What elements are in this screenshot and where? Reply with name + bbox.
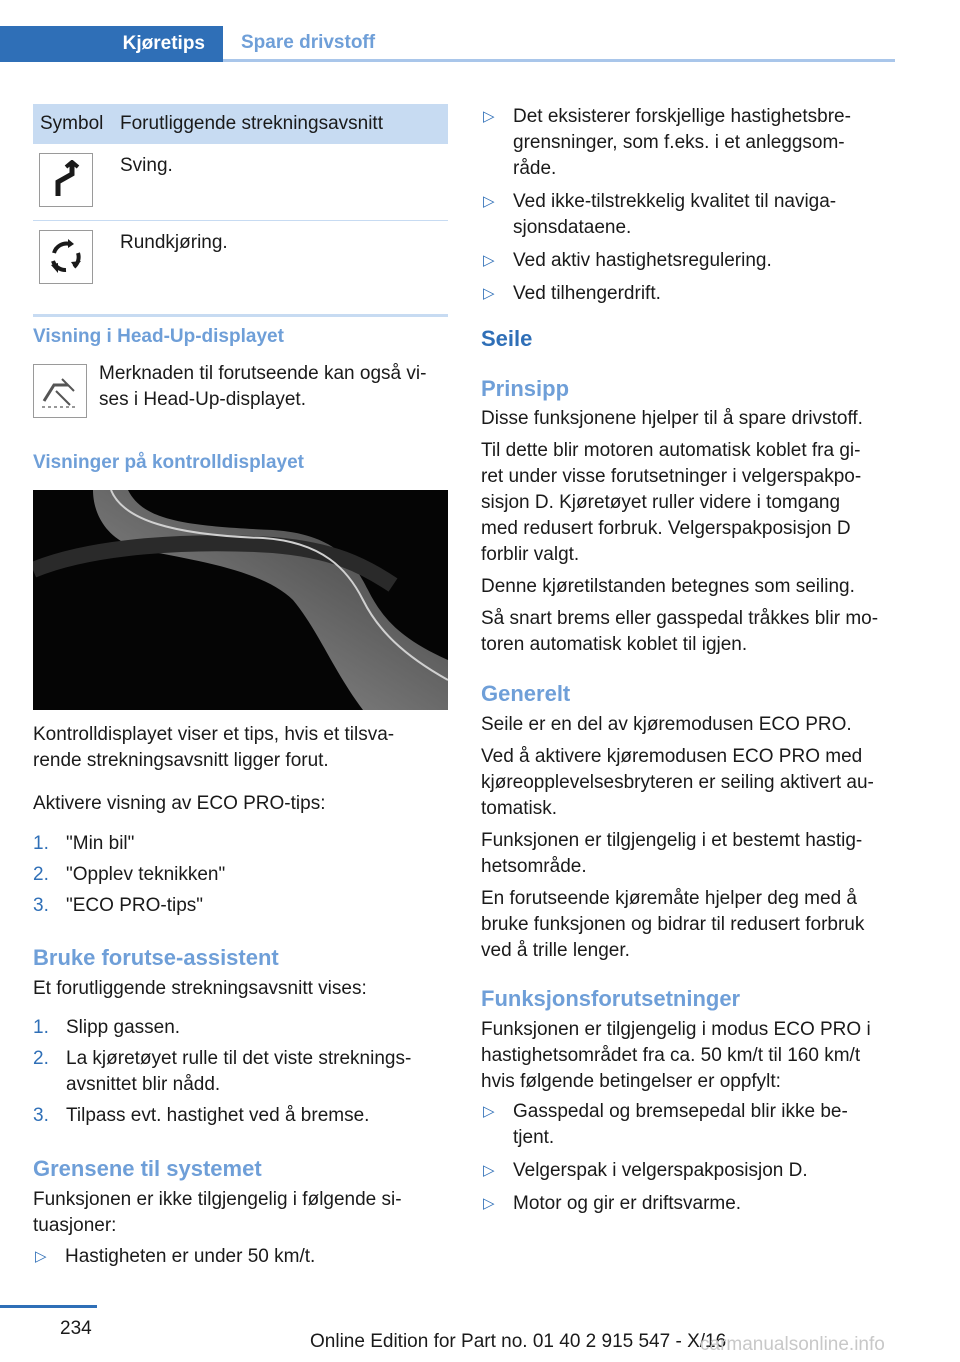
symbol-table	[33, 104, 448, 317]
requirements-heading: Funksjonsforutsetninger	[481, 986, 741, 1011]
col-symbol-header: Symbol	[40, 113, 104, 134]
seile-title: Seile	[481, 326, 533, 351]
limits-list-left	[33, 1244, 448, 1270]
table-row	[33, 144, 448, 221]
table-bottom-rule	[33, 314, 448, 317]
footer-rule	[0, 1305, 97, 1308]
road-preview-image	[33, 490, 448, 710]
list-item: ▷ Det eksisterer forskjellige hastighetsbre- grensninger, som f.eks. i et anleggsom- råde.	[483, 106, 851, 179]
limits-list-right	[481, 104, 896, 307]
list-item: ▷ Gasspedal og bremsepedal blir ikke be- tjent.	[483, 1101, 848, 1148]
section-tab-active: Kjøretips	[0, 26, 223, 62]
row-label: Rundkjøring.	[120, 232, 228, 253]
requirements-list	[481, 1099, 896, 1217]
edition-note: Online Edition for Part no. 01 40 2 915 547 - X/16	[310, 1331, 727, 1352]
watermark: carmanualsonline.info	[700, 1334, 885, 1355]
row-label: Sving.	[120, 155, 173, 176]
general-heading: Generelt	[481, 681, 571, 706]
col-description-header: Forutliggende strekningsavsnitt	[120, 113, 383, 134]
assistant-intro: Et forutliggende strekningsavsnitt vises:	[33, 978, 367, 999]
principle-text: Disse funksjonene hjelper til å spare drivstoff. Til dette blir motoren automatisk koblet fra gi- ret under visse forutsetninger i velgerspakpo- sisjon D. Kjøretøyet ruller videre i tomgang med redusert forbruk. Velgerspakposisjon D forblir valgt. Denne kjøretilstanden betegnes som seiling. Så snart brems eller gasspedal tråkkes blir mo- toren automatisk koblet til igjen.	[481, 408, 879, 655]
list-item: 3. "ECO PRO-tips"	[33, 895, 204, 916]
hud-heading: Visning i Head-Up-displayet	[33, 326, 284, 347]
assistant-heading: Bruke forutse-assistent	[33, 945, 279, 970]
list-item: ▷ Ved tilhengerdrift.	[483, 283, 661, 304]
roundabout-icon	[39, 230, 93, 284]
list-item: ▷ Ved aktiv hastighetsregulering.	[483, 250, 772, 271]
list-item: ▷ Velgerspak i velgerspakposisjon D.	[483, 1160, 808, 1181]
list-item: ▷ Ved ikke-tilstrekkelig kvalitet til naviga- sjonsdataene.	[483, 191, 837, 238]
list-item: 3. Tilpass evt. hastighet ved å bremse.	[33, 1105, 370, 1126]
list-item: ▷ Hastigheten er under 50 km/t.	[35, 1246, 316, 1267]
table-header	[33, 104, 448, 144]
page-number: 234	[60, 1318, 92, 1339]
hud-text: Merknaden til forutseende kan også vi- ses i Head-Up-displayet.	[99, 363, 427, 410]
general-text: Seile er en del av kjøremodusen ECO PRO. Ved å aktivere kjøremodusen ECO PRO med kjøreopplevelsesbryteren er seiling aktivert au- tomatisk. Funksjonen er tilgjengelig i et bestemt hastig- hetsområde. En forutseende kjøremåte hjelper deg med å bruke funksjonen og bidrar til redusert forbruk ved å trille lenger.	[481, 714, 874, 961]
limits-heading: Grensene til systemet	[33, 1156, 262, 1181]
list-item: 1. "Min bil"	[33, 833, 135, 854]
principle-heading: Prinsipp	[481, 376, 570, 401]
activate-text: Aktivere visning av ECO PRO-tips:	[33, 793, 326, 814]
curve-road-icon	[39, 153, 93, 207]
hud-symbol-icon	[33, 364, 87, 418]
page-header	[0, 26, 895, 62]
list-item: ▷ Motor og gir er driftsvarme.	[483, 1193, 742, 1214]
section-tab-subsection: Spare drivstoff	[223, 26, 895, 62]
limits-intro: Funksjonen er ikke tilgjengelig i følgende si- tuasjoner:	[33, 1189, 402, 1236]
assistant-steps	[33, 1015, 448, 1129]
requirements-text: Funksjonen er tilgjengelig i modus ECO PRO i hastighetsområdet fra ca. 50 km/t til 160 km/t hvis følgende betingelser er oppfylt:	[481, 1019, 871, 1092]
table-row	[33, 221, 448, 297]
activate-steps	[33, 831, 448, 919]
list-item: 1. Slipp gassen.	[33, 1017, 181, 1038]
control-heading: Visninger på kontrolldisplayet	[33, 452, 304, 473]
control-text: Kontrolldisplayet viser et tips, hvis et tilsva- rende strekningsavsnitt ligger forut.	[33, 724, 395, 771]
list-item: 2. La kjøretøyet rulle til det viste streknings- avsnittet blir nådd.	[33, 1048, 412, 1095]
list-item: 2. "Opplev teknikken"	[33, 864, 226, 885]
